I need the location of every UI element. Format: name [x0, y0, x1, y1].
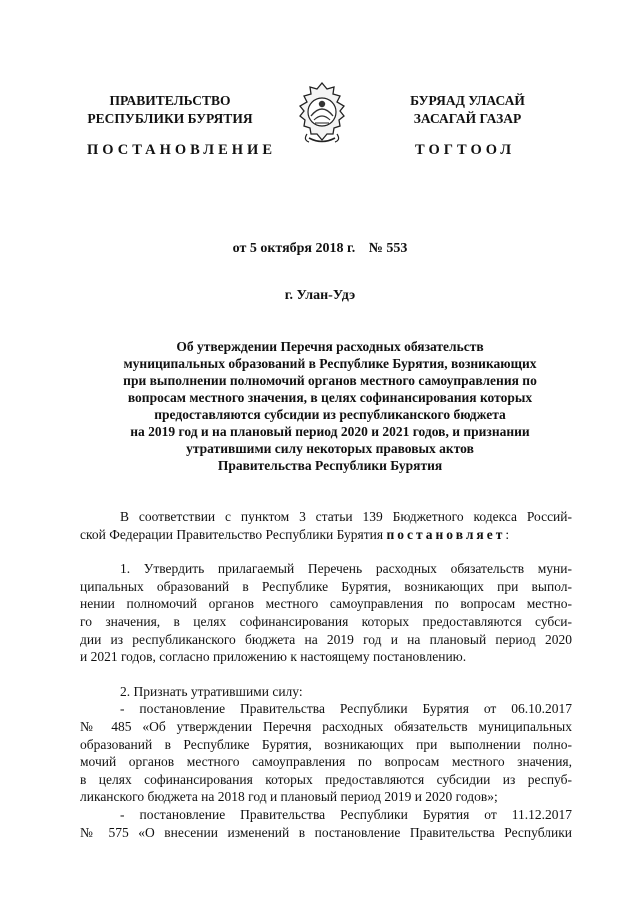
intro-line1: В соответствии с пунктом 3 статьи 139 Бюджетного кодекса Россий- — [120, 509, 572, 524]
title-line: при выполнении полномочий органов местного самоуправления по — [123, 373, 537, 388]
intro-paragraph — [80, 508, 572, 543]
item1-line: 1. Утвердить прилагаемый Перечень расходных обязательств муни- — [120, 561, 572, 577]
item2-sub2-line: № 575 «О внесении изменений в постановление Правительства Республики — [80, 824, 572, 840]
intro-line2 — [80, 526, 572, 544]
document-city: г. Улан-Удэ — [284, 288, 356, 303]
document-body — [80, 508, 572, 841]
item2-paragraph — [80, 683, 572, 841]
item2-sub1-line: мочий органов местного самоуправления по вопросам местного значения, — [80, 754, 572, 770]
title-line: утратившими силу некоторых правовых актов — [186, 441, 474, 456]
header-left-line2: РЕСПУБЛИКИ БУРЯТИЯ — [87, 111, 253, 126]
resolves-word: постановляет — [386, 526, 506, 542]
header-right — [385, 92, 550, 128]
intro-line2-prefix: ской Федерации Правительство Республики Бурятия — [80, 526, 387, 542]
item1-line: дии из республиканского бюджета на 2019 год и на плановый период 2020 — [80, 631, 572, 647]
coat-of-arms-icon — [297, 82, 347, 146]
title-line: вопросам местного значения, в целях софинансирования которых — [127, 390, 533, 405]
item2-sub1-line: № 485 «Об утверждении Перечня расходных обязательств муниципальных — [80, 718, 572, 734]
item1-line: го значения, в целях софинансирования которых предоставляются субси- — [80, 613, 572, 629]
header-right-line1: БУРЯАД УЛАСАЙ — [410, 93, 525, 108]
date-number-line — [0, 241, 640, 257]
item1-line: и 2021 годов, согласно приложению к настоящему постановлению. — [80, 649, 467, 665]
document-number: № 553 — [368, 241, 408, 256]
item2-sub1-line: образований в Республике Бурятия, возникающих при выполнении полно- — [80, 736, 572, 752]
item1-line: ципальных образований в Республике Бурятия, возникающих при выпол- — [80, 578, 572, 594]
doc-type-ru: ПОСТАНОВЛЕНИЕ — [87, 142, 277, 158]
item2-sub2-line: - постановление Правительства Республики Бурятия от 11.12.2017 — [120, 806, 572, 822]
header-left-line1: ПРАВИТЕЛЬСТВО — [109, 93, 231, 108]
intro-line2-suffix: : — [505, 526, 510, 542]
title-line: на 2019 год и на плановый период 2020 и 2021 годов, и признании — [130, 424, 530, 439]
doc-type-bua: ТОГТООЛ — [415, 142, 516, 158]
item1-paragraph — [80, 560, 572, 666]
item2-sub1-line: в целях софинансирования которых предоставляются субсидии из респуб- — [80, 771, 572, 787]
title-line: предоставляются субсидии из республиканского бюджета — [154, 407, 506, 422]
item2-heading: 2. Признать утратившими силу: — [120, 683, 303, 699]
document-title — [70, 338, 590, 474]
paragraph-gap — [80, 666, 572, 683]
header-right-line2: ЗАСАГАЙ ГАЗАР — [413, 111, 522, 126]
header-left — [70, 92, 270, 128]
title-line: муниципальных образований в Республике Бурятия, возникающих — [123, 356, 537, 371]
title-line: Правительства Республики Бурятия — [217, 458, 443, 473]
paragraph-gap — [80, 543, 572, 560]
item2-sub1-line: ликанского бюджета на 2018 год и плановый период 2019 и 2020 годов»; — [80, 789, 498, 805]
item2-sub1-line: - постановление Правительства Республики Бурятия от 06.10.2017 — [120, 701, 572, 717]
document-date: от 5 октября 2018 г. — [232, 241, 356, 256]
title-line: Об утверждении Перечня расходных обязательств — [176, 339, 484, 354]
item1-line: нении полномочий органов местного самоуправления по вопросам местно- — [80, 596, 572, 612]
